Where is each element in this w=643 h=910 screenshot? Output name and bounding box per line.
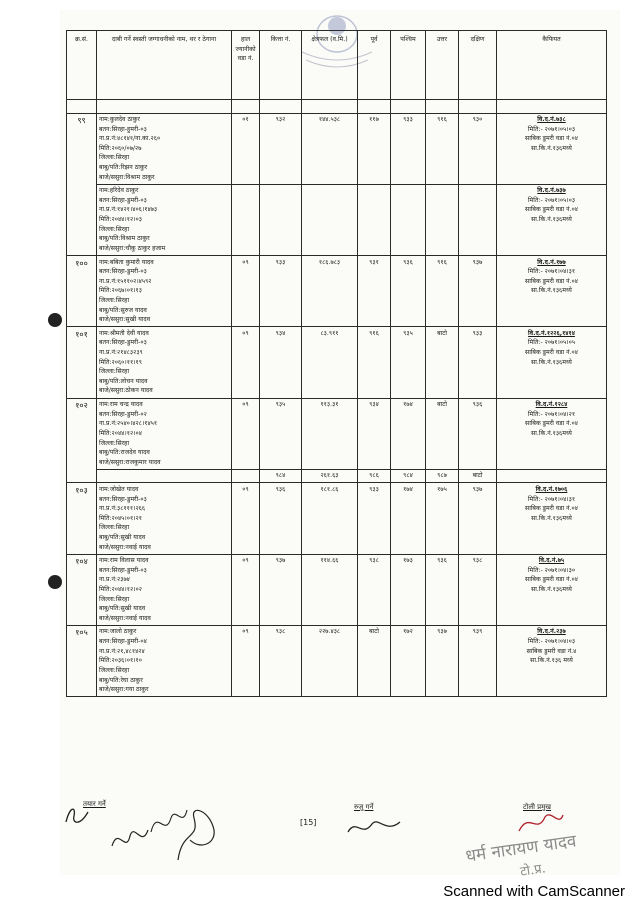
remark-line: साबिक डुमरी वडा नं.०४: [525, 135, 578, 143]
claimant-detail-line: बाजे/ससुरा:नवाई यादव: [99, 543, 151, 551]
table-row: [67, 398, 607, 469]
north-cell: ९८७: [426, 469, 459, 483]
claimant-detail-line: नाम:राम चन्द्र यादव: [99, 401, 143, 409]
claimant-detail-line: जिल्ला:सिरहा: [99, 666, 130, 674]
claimant-detail-line: ना.प्र.नं:१५११०२।४५९२: [99, 277, 152, 285]
remark-title: वि.द.नं.७३८: [537, 116, 566, 123]
claimant-details-cell: [97, 184, 232, 255]
claimant-detail-line: मिति:२०६७।०१।१३: [99, 287, 142, 295]
east-cell: ९३८: [358, 554, 391, 625]
claimant-detail-line: बतन:सिरहा-डुमरी-०३: [99, 268, 147, 276]
north-cell: बाटो: [426, 398, 459, 469]
claimant-detail-line: मिति:२०४४।१२।०२: [99, 586, 142, 594]
remark-line: साबिक डुमरी वडा नं.०४: [525, 206, 578, 214]
claimant-detail-line: बाबु/पति:सुखी यादव: [99, 605, 146, 613]
column-header: कैफियत: [497, 31, 607, 100]
remark-line: साबिक डुमरी वडा नं.४: [526, 647, 577, 655]
west-cell: ९३६: [391, 256, 426, 327]
claimant-detail-line: जिल्ला:सिरहा: [99, 595, 130, 603]
remark-line: साबिक डुमरी वडा नं.०४: [525, 505, 578, 513]
remark-line: मिति:- २०७१।०५।०५: [527, 339, 576, 347]
remarks-cell: [497, 327, 607, 398]
south-cell: बाटो: [459, 469, 497, 483]
claimant-detail-line: बाजे/ससुरा:विश्राम ठाकुर: [99, 173, 155, 181]
table-row: [67, 327, 607, 398]
area-cell: २२७.४३८: [302, 625, 358, 696]
west-cell: १७४: [391, 398, 426, 469]
claimant-details-cell: [97, 256, 232, 327]
area-cell: ११३.३१: [302, 398, 358, 469]
ward-cell: ०९: [232, 327, 260, 398]
claimant-details-cell: [97, 554, 232, 625]
column-header: दक्षिण: [459, 31, 497, 100]
spacer-row: [67, 99, 607, 113]
claimant-detail-line: जिल्ला:सिरहा: [99, 225, 130, 233]
east-cell: ९८६: [358, 469, 391, 483]
column-header: कित्ता नं.: [260, 31, 302, 100]
remark-line: सा.कि.नं.१३६ मध्ये: [530, 657, 573, 665]
claimant-detail-line: बाजे/ससुरा:चौकु ठाकुर हजाम: [99, 244, 166, 252]
east-cell: ९१६: [358, 327, 391, 398]
south-cell: ९३८: [459, 554, 497, 625]
serial-number-cell: १०१: [67, 327, 97, 398]
claimant-details-cell: [97, 483, 232, 554]
area-cell: २६१.६३: [302, 469, 358, 483]
remarks-cell: [497, 625, 607, 696]
claimant-detail-line: बतन:सिरहा-डुमरी-०३: [99, 339, 147, 347]
claimant-detail-line: मिति:२०४५।०१।२१: [99, 514, 142, 522]
north-cell: ९१६: [426, 256, 459, 327]
remark-line: साबिक डुमरी वडा नं.०४: [525, 349, 578, 357]
east-cell: ९३३: [358, 483, 391, 554]
east-cell: [358, 184, 391, 255]
claimant-detail-line: बाजे/ससुरा:गया ठाकुर: [99, 686, 149, 694]
area-cell: १८६.७८३: [302, 256, 358, 327]
claimant-details-cell: [97, 327, 232, 398]
column-header: दाबी गर्ने स्वस्ती जग्गाधनीको नाम, थर र ठेगाना: [97, 31, 232, 100]
east-cell: ९३१: [358, 256, 391, 327]
punch-hole-bottom: [48, 575, 62, 589]
west-cell: ९३३: [391, 113, 426, 184]
remarks-cell: [497, 256, 607, 327]
west-cell: ९८४: [391, 469, 426, 483]
remark-title: वि.द.नं.१२८४: [535, 401, 568, 409]
signature-prepared-1: [62, 802, 92, 830]
north-cell: ९३६: [426, 554, 459, 625]
signature-prepared-4: [170, 800, 220, 865]
remarks-cell: [497, 554, 607, 625]
remark-line: मिति:- २०७१।०४।३१: [527, 495, 576, 503]
remark-line: मिति:- २०७१।०४।२१: [527, 410, 576, 418]
page-number: [15]: [300, 818, 317, 827]
claimant-detail-line: मिति:२०४४।१२।०३: [99, 216, 142, 224]
north-cell: १७५: [426, 483, 459, 554]
claimant-detail-line: नाम:बबिता कुमारी यादव: [99, 258, 154, 266]
serial-number-cell: १०२: [67, 398, 97, 483]
claimant-details-cell: [97, 113, 232, 184]
claimant-detail-line: मिति:२०६०।११।१९: [99, 358, 142, 366]
claimant-detail-line: जिल्ला:सिरहा: [99, 296, 130, 304]
punch-hole-top: [48, 313, 62, 327]
column-header: उत्तर: [426, 31, 459, 100]
claimant-detail-line: नाम:राम विलास यादव: [99, 557, 149, 565]
claimant-detail-line: बाजे/ससुरा:राजकुमार यादव: [99, 458, 161, 466]
claimant-detail-line: ना.प्र.नं:१४२१।४०६।१४७३: [99, 206, 158, 214]
ward-cell: ०९: [232, 483, 260, 554]
remark-line: सा.कि.नं.१३६मध्ये: [531, 287, 572, 295]
remark-title: वि.द.नं.२३७: [537, 628, 566, 636]
west-cell: [391, 184, 426, 255]
east-cell: बाटो: [358, 625, 391, 696]
claimant-detail-line: मिति:२०४४।१२।०४: [99, 429, 142, 437]
claimant-detail-line: बाजे/ससुरा:नवाई यादव: [99, 614, 151, 622]
claimant-detail-line: बाबु/पति:सुखी यादव: [99, 533, 146, 541]
remark-line: सा.कि.नं.१३६मध्ये: [531, 514, 572, 522]
claimant-detail-line: बतन:सिरहा-डुमरी-०२: [99, 410, 147, 418]
claimant-detail-line: बतन:सिरहा-डुमरी-०४: [99, 638, 147, 646]
claimant-detail-line: ना.प्र.नं:२३७४: [99, 576, 130, 584]
west-cell: १७३: [391, 554, 426, 625]
remark-line: सा.कि.नं.१३६मध्ये: [531, 216, 572, 224]
ward-cell: [232, 469, 260, 483]
table-row: [67, 113, 607, 184]
table-row: [67, 554, 607, 625]
claimant-detail-line: नाम:जालो ठाकुर: [99, 628, 137, 636]
remark-line: मिति:- २०७१।०५।०३: [527, 125, 576, 133]
west-cell: १७४: [391, 483, 426, 554]
kitta-cell: ९३३: [260, 256, 302, 327]
ward-cell: ०९: [232, 554, 260, 625]
north-cell: [426, 184, 459, 255]
claimant-details-cell: [97, 469, 232, 483]
claimant-detail-line: बाबु/पति:रेघा ठाकुर: [99, 676, 143, 684]
remark-title: वि.द.नं.७३७: [537, 187, 566, 195]
kitta-cell: ९८४: [260, 469, 302, 483]
ward-cell: ०९: [232, 625, 260, 696]
claimant-detail-line: ना.प्र.नं:३८१११।२६६: [99, 505, 146, 513]
remark-line: मिति:- २०७१।०४।३०: [527, 566, 576, 574]
claimant-detail-line: बाबु/पति:राजदेव यादव: [99, 449, 150, 457]
officer-name-stamp: धर्म नारायण यादव: [464, 831, 578, 867]
area-cell: ११४.६६: [302, 554, 358, 625]
south-cell: ९३३: [459, 327, 497, 398]
table-row: [67, 469, 607, 483]
claimant-detail-line: बतन:सिरहा-डुमरी-०३: [99, 566, 147, 574]
south-cell: ९३७: [459, 256, 497, 327]
claimant-detail-line: मिति:२०६०/०७/२७: [99, 144, 142, 152]
remark-line: सा.कि.नं.१३६मध्ये: [531, 586, 572, 594]
serial-number-cell: १०४: [67, 554, 97, 625]
west-cell: १७२: [391, 625, 426, 696]
remarks-cell: [497, 469, 607, 483]
claimant-detail-line: बाबु/पति:लोचन यादव: [99, 377, 148, 385]
remark-title: वि.द.नं.७५: [538, 557, 565, 565]
east-cell: ११७: [358, 113, 391, 184]
team-leader-label: टोली प्रमुख: [523, 803, 552, 811]
remark-title: वि.द.नं.१७०६: [535, 485, 568, 493]
column-header: पश्चिम: [391, 31, 426, 100]
remark-title: वि.द.नं.१२२६,१४१४: [528, 329, 575, 337]
ward-cell: ०१: [232, 113, 260, 184]
claimant-detail-line: बाबु/पति:विश्राम ठाकुर: [99, 235, 150, 243]
area-cell: १८१.८६: [302, 483, 358, 554]
ward-cell: ०९: [232, 398, 260, 469]
claimant-detail-line: जिल्ला:सिरहा: [99, 524, 130, 532]
table-row: [67, 256, 607, 327]
claimant-details-cell: [97, 625, 232, 696]
serial-number-cell: १००: [67, 256, 97, 327]
claimant-detail-line: जिल्ला:सिरहा: [99, 368, 130, 376]
claimant-detail-line: ना.प्र.नं:२५४०।४२८।१४५१: [99, 420, 158, 428]
ward-cell: [232, 184, 260, 255]
kitta-cell: ९३८: [260, 625, 302, 696]
claimant-detail-line: मिति:२०३६।०१।१०: [99, 657, 142, 665]
claimant-detail-line: ना.प्र.नं:४८१४१/ना.का.२६०: [99, 135, 161, 143]
north-cell: ९३७: [426, 625, 459, 696]
claimant-detail-line: जिल्ला:सिरहा: [99, 154, 130, 162]
area-cell: ८३.९११: [302, 327, 358, 398]
serial-number-cell: ९९: [67, 113, 97, 256]
area-cell: १४४.५३८: [302, 113, 358, 184]
remark-line: सा.कि.नं.१३६मध्ये: [531, 358, 572, 366]
ward-cell: ०९: [232, 256, 260, 327]
remark-line: मिति:- २०७१।०४।०३: [527, 638, 576, 646]
serial-number-cell: १०५: [67, 625, 97, 696]
column-header: क्षेत्रफल (व.मि.): [302, 31, 358, 100]
south-cell: ९३०: [459, 113, 497, 184]
claimant-detail-line: ना.प्र.नं:२१४८३२३९: [99, 349, 143, 357]
kitta-cell: [260, 184, 302, 255]
table-row: [67, 625, 607, 696]
south-cell: ९३९: [459, 625, 497, 696]
claimant-detail-line: बतन:सिरहा-हुमरी-०३: [99, 125, 147, 133]
table-row: [67, 184, 607, 255]
camscanner-watermark: Scanned with CamScanner: [443, 883, 625, 900]
claimant-detail-line: बाबु/पति:रिझन ठाकुर: [99, 164, 148, 172]
claimant-detail-line: बतन:सिरहा-डुमरी-०३: [99, 196, 147, 204]
claimant-details-cell: [97, 398, 232, 469]
south-cell: ९३६: [459, 398, 497, 469]
claimant-detail-line: जिल्ला:सिरहा: [99, 439, 130, 447]
claimant-detail-line: नाम:जोखेत यादव: [99, 485, 139, 493]
south-cell: [459, 184, 497, 255]
claimant-detail-line: ना.प्र.नं:२१,४८१४२४: [99, 647, 145, 655]
remarks-cell: [497, 184, 607, 255]
north-cell: ९१६: [426, 113, 459, 184]
remarks-cell: [497, 113, 607, 184]
remark-line: सा.कि.नं.१३६मध्ये: [531, 429, 572, 437]
table-header-row: [67, 31, 607, 100]
west-cell: ९३५: [391, 327, 426, 398]
remark-line: साबिक डुमरी वडा नं.०४: [525, 420, 578, 428]
remark-line: मिति:- २०७१।०५।०३: [527, 196, 576, 204]
column-header: हाल ज्यानीको वडा नं.: [232, 31, 260, 100]
land-register-table: [66, 30, 607, 697]
column-header: क्र.सं.: [67, 31, 97, 100]
claimant-detail-line: नाम:कुलदेव ठाकुर: [99, 116, 140, 123]
area-cell: [302, 184, 358, 255]
north-cell: बाटो: [426, 327, 459, 398]
remark-line: साबिक डुमरी वडा नं.०४: [525, 277, 578, 285]
south-cell: ९३७: [459, 483, 497, 554]
claimant-detail-line: बाबु/पति:सुरुज यादव: [99, 306, 147, 314]
kitta-cell: ९३६: [260, 483, 302, 554]
column-header: पूर्व: [358, 31, 391, 100]
kitta-cell: ९३४: [260, 327, 302, 398]
kitta-cell: ९३२: [260, 113, 302, 184]
kitta-cell: ९३७: [260, 554, 302, 625]
remark-line: साबिक डुमरी वडा नं.०४: [525, 576, 578, 584]
claimant-detail-line: नाम:हरिदेव ठाकुर: [99, 187, 139, 195]
table-row: [67, 483, 607, 554]
remark-line: सा.कि.नं.१३६मध्ये: [531, 144, 572, 152]
serial-number-cell: १०३: [67, 483, 97, 554]
remark-line: मिति:- २०७१।०४।३१: [527, 268, 576, 276]
officer-title-stamp: टो.प्र.: [519, 861, 547, 880]
claimant-detail-line: बाजे/ससुरा:ठोकन यादव: [99, 387, 153, 395]
kitta-cell: ९३५: [260, 398, 302, 469]
claimant-detail-line: बतन:सिरहा-डुमरी-०३: [99, 495, 147, 503]
verified-by-label: रुजु गर्ने: [354, 803, 374, 811]
prepared-by-label: तयार गर्ने: [83, 800, 106, 808]
remark-title: वि.द.नं.१७७: [537, 258, 566, 266]
remarks-cell: [497, 483, 607, 554]
signature-verified: [344, 810, 404, 842]
east-cell: ९३४: [358, 398, 391, 469]
claimant-detail-line: बाजे/ससुरा:सुखी यादव: [99, 316, 151, 324]
claimant-detail-line: नाम:श्रीमती देवी यादव: [99, 329, 149, 337]
remarks-cell: [497, 398, 607, 469]
